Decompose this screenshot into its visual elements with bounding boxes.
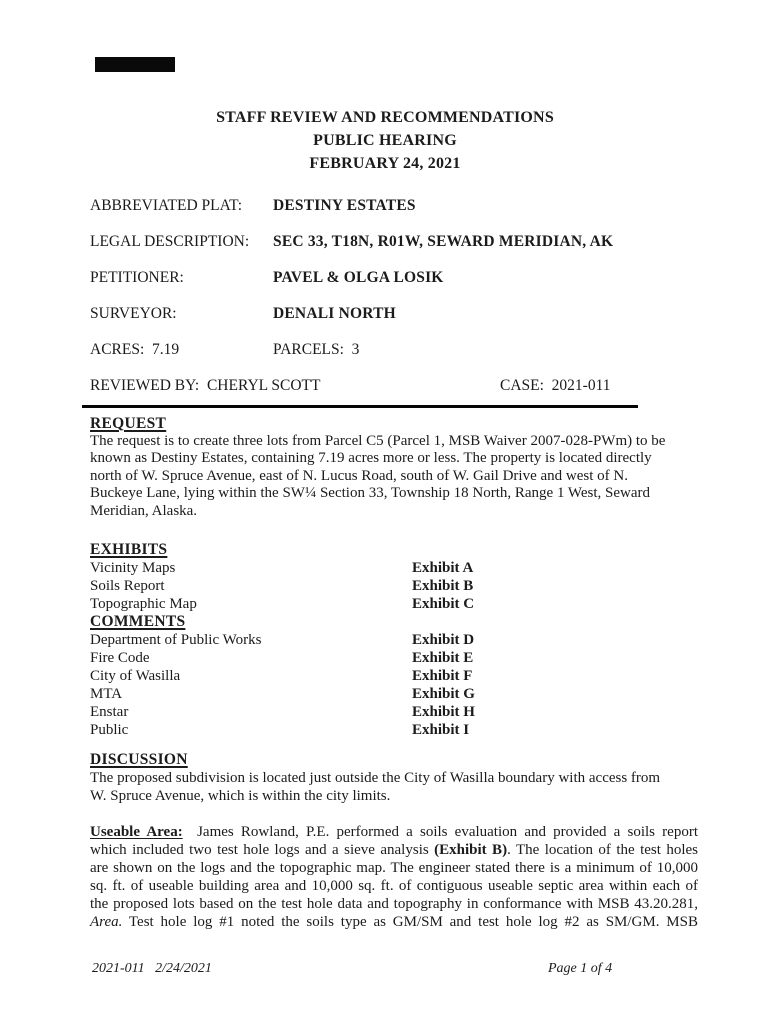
exhibit-row [90,577,698,595]
comment-row [90,631,698,649]
hearing-date: FEBRUARY 24, 2021 [309,155,461,172]
comment-label: Fire Code [90,650,150,666]
text-segment: Test hole log #1 noted the soils type as GM/SM and test hole log #2 as SM/GM. MSB [122,914,698,930]
comment-label: Enstar [90,704,129,720]
exhibit-label: Soils Report [90,578,165,594]
field-row-acres-parcels [90,340,730,359]
paragraph-line [90,859,698,877]
text-segment: (Exhibit B) [434,842,508,858]
comment-row [90,649,698,667]
footer-case-date: 2021-011 2/24/2021 [92,961,212,976]
comment-label: City of Wasilla [90,668,181,684]
comment-row [90,703,698,721]
request-section [90,415,698,521]
text-segment: sq. ft. of useable building area and 10,000 sq. ft. of contiguous useable septic area within each of [90,878,698,894]
case-fields [90,196,730,412]
exhibit-id: Exhibit H [412,704,475,720]
exhibit-id: Exhibit E [412,650,474,666]
field-value: PARCELS: 3 [273,341,360,358]
paragraph-line [90,877,698,895]
exhibit-row [90,595,698,613]
document-title: STAFF REVIEW AND RECOMMENDATIONS [216,109,554,126]
case-number: CASE: 2021-011 [500,377,611,394]
text-segment: the proposed lots based on the test hole data and topography in conformance with MSB 43.20.281, [90,896,698,912]
comment-row [90,685,698,703]
paragraph-line: Buckeye Lane, lying within the SW¼ Section 33, Township 18 North, Range 1 West, Seward [90,485,651,502]
document-title-block [0,106,770,175]
field-value: SEC 33, T18N, R01W, SEWARD MERIDIAN, AK [273,233,614,250]
text-segment: are shown on the logs and the topographic map. The engineer stated there is a minimum of 10,000 [90,860,698,876]
paragraph-line: The request is to create three lots from Parcel C5 (Parcel 1, MSB Waiver 2007-028-PWm) to be [90,432,666,449]
scan-artifact-mark [95,57,175,72]
field-value: PAVEL & OLGA LOSIK [273,269,444,286]
comment-row [90,667,698,685]
field-row-abbreviated-plat [90,196,730,215]
exhibits-section [90,541,698,739]
text-segment: . The location of the test holes [507,842,699,858]
field-label: LEGAL DESCRIPTION: [90,233,250,250]
exhibit-id: Exhibit C [412,596,475,612]
text-segment: James Rowland, P.E. performed a soils evaluation and provided a soils report [182,824,698,840]
exhibits-heading: EXHIBITS [90,541,168,558]
paragraph-line: north of W. Spruce Avenue, east of N. Lucus Road, south of W. Gail Drive and west of N. [90,467,628,484]
paragraph-line: W. Spruce Avenue, which is within the city limits. [90,788,391,804]
text-segment: Area. [90,914,123,930]
text-segment: Useable Area: [90,824,183,840]
exhibit-id: Exhibit B [412,578,474,594]
comment-label: Public [90,722,129,738]
paragraph-line [90,823,698,841]
discussion-heading: DISCUSSION [90,751,188,768]
paragraph-line: Meridian, Alaska. [90,502,198,519]
field-label: PETITIONER: [90,269,184,286]
field-label: SURVEYOR: [90,305,177,322]
exhibit-id: Exhibit D [412,632,475,648]
horizontal-divider [82,405,638,408]
comment-label: Department of Public Works [90,632,262,648]
useable-area-paragraph [90,823,698,931]
paragraph-line: known as Destiny Estates, containing 7.19 acres more or less. The property is located directly [90,450,652,467]
field-label: ACRES: 7.19 [90,341,180,358]
exhibit-label: Topographic Map [90,596,197,612]
exhibit-id: Exhibit I [412,722,470,738]
exhibit-id: Exhibit G [412,686,475,702]
field-label: REVIEWED BY: CHERYL SCOTT [90,377,321,394]
field-value: DESTINY ESTATES [273,197,416,214]
field-value: DENALI NORTH [273,305,396,322]
comments-heading: COMMENTS [90,613,186,630]
footer-page-number: Page 1 of 4 [548,961,613,976]
paragraph-line [90,895,698,913]
paragraph-line: The proposed subdivision is located just outside the City of Wasilla boundary with access from [90,770,661,786]
exhibit-label: Vicinity Maps [90,560,176,576]
comment-label: MTA [90,686,123,702]
field-row-surveyor [90,304,730,323]
exhibit-id: Exhibit F [412,668,473,684]
text-segment: which included two test hole logs and a sieve analysis [90,842,435,858]
paragraph-line [90,913,698,931]
paragraph-line [90,841,698,859]
hearing-type: PUBLIC HEARING [313,132,457,149]
discussion-section [90,751,698,805]
field-row-legal-description [90,232,730,251]
comment-row [90,721,698,739]
field-row-reviewed-case [90,376,730,395]
request-heading: REQUEST [90,415,167,432]
exhibit-row [90,559,698,577]
field-label: ABBREVIATED PLAT: [90,197,243,214]
field-row-petitioner [90,268,730,287]
exhibit-id: Exhibit A [412,560,474,576]
